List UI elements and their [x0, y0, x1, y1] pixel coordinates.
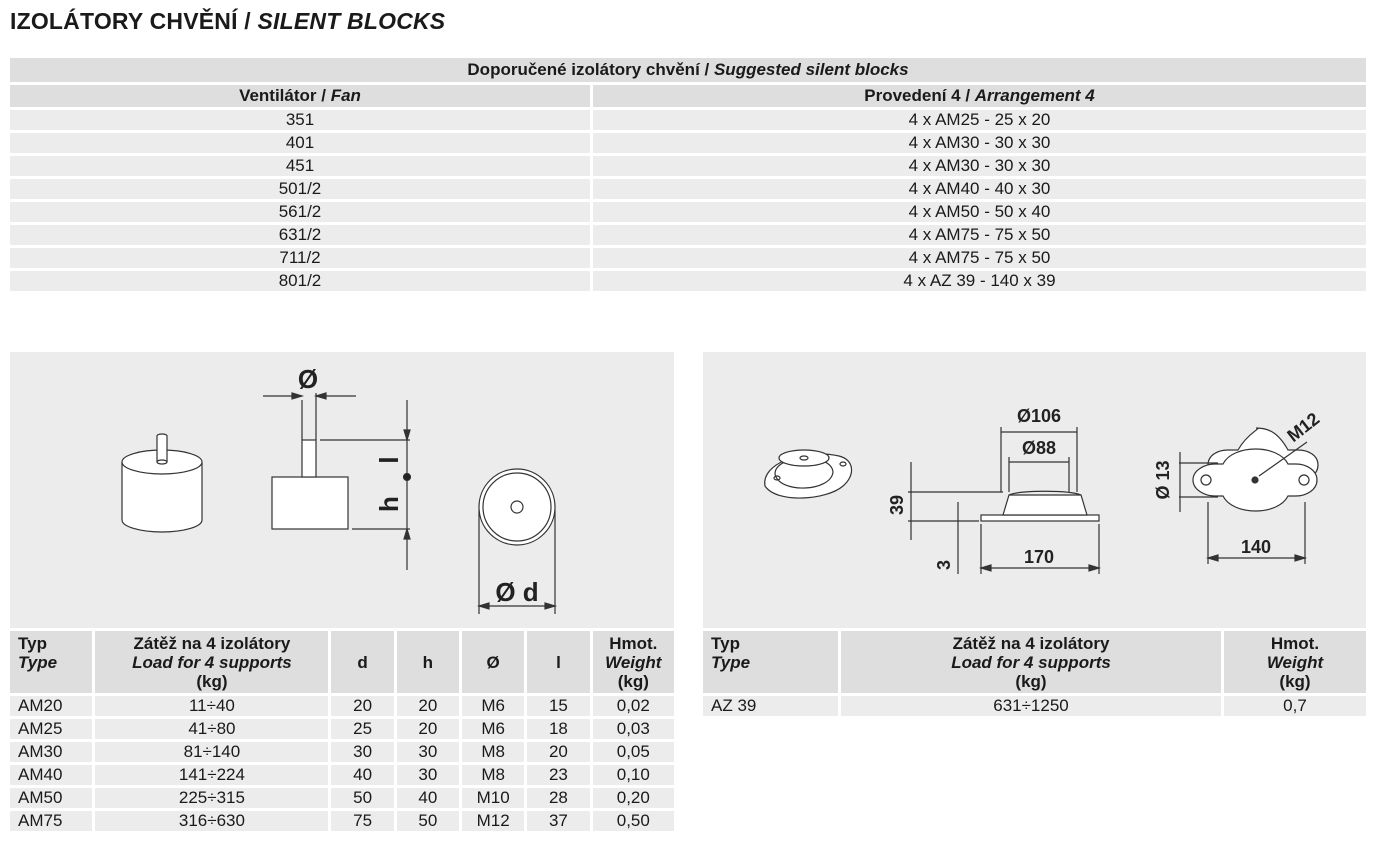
cell-l: 23 — [527, 765, 589, 785]
am-perspective-view — [122, 434, 202, 532]
cell-type: AM75 — [10, 811, 92, 831]
header-load-unit: (kg) — [1015, 671, 1047, 691]
cell-arrangement: 4 x AM75 - 75 x 50 — [593, 248, 1366, 268]
dim-3-label: 3 — [934, 559, 954, 571]
cell-l: 15 — [527, 696, 589, 716]
header-weight-cz: Hmot. — [1270, 633, 1320, 653]
header-type-cz: Typ — [711, 633, 740, 653]
cell-d: 25 — [331, 719, 393, 739]
cell-l: 37 — [527, 811, 589, 831]
header-type — [703, 631, 838, 693]
cell-h: 30 — [397, 765, 459, 785]
table-row — [10, 765, 674, 785]
cell-arrangement: 4 x AM30 - 30 x 30 — [593, 156, 1366, 176]
cell-arrangement: 4 x AM50 - 50 x 40 — [593, 202, 1366, 222]
table-caption-row — [10, 58, 1366, 82]
cell-weight: 0,7 — [1224, 696, 1366, 716]
header-l: l — [527, 631, 589, 693]
dim-140-label: 140 — [1240, 537, 1272, 557]
header-h: h — [397, 631, 459, 693]
dim-h-label: h — [374, 496, 404, 512]
am-drawing-panel — [10, 352, 674, 628]
cell-dia: M6 — [462, 719, 524, 739]
header-fan-en: Fan — [330, 86, 361, 105]
table-row — [10, 811, 674, 831]
az-spec-table — [700, 628, 1369, 719]
cell-weight: 0,05 — [593, 742, 674, 762]
dim-dia-label: Ø — [297, 364, 319, 394]
cell-load: 141÷224 — [95, 765, 328, 785]
cell-load: 225÷315 — [95, 788, 328, 808]
header-type-en: Type — [18, 652, 58, 672]
caption-en: Suggested silent blocks — [713, 60, 909, 79]
cell-dia: M12 — [462, 811, 524, 831]
cell-fan: 401 — [10, 133, 590, 153]
table-row — [10, 696, 674, 716]
table-header-row — [10, 631, 674, 693]
cell-load: 11÷40 — [95, 696, 328, 716]
dim-d88-label: Ø88 — [1021, 438, 1057, 458]
cell-weight: 0,50 — [593, 811, 674, 831]
cell-load: 81÷140 — [95, 742, 328, 762]
cell-type: AM20 — [10, 696, 92, 716]
dim-d106-label: Ø106 — [1016, 406, 1062, 426]
dim-m12-label: M12 — [1283, 408, 1324, 446]
cell-fan: 711/2 — [10, 248, 590, 268]
cell-type: AZ 39 — [703, 696, 838, 716]
cell-dia: M8 — [462, 765, 524, 785]
cell-load: 631÷1250 — [841, 696, 1221, 716]
cell-fan: 451 — [10, 156, 590, 176]
cell-weight: 0,03 — [593, 719, 674, 739]
az-drawing-panel — [703, 352, 1366, 628]
cell-fan: 801/2 — [10, 271, 590, 291]
cell-h: 30 — [397, 742, 459, 762]
table-row — [10, 179, 1366, 199]
az-technical-drawing — [703, 352, 1366, 628]
cell-h: 20 — [397, 696, 459, 716]
header-weight-en: Weight — [605, 652, 662, 672]
cell-type: AM50 — [10, 788, 92, 808]
header-type-en: Type — [711, 652, 751, 672]
header-load-unit: (kg) — [196, 671, 228, 691]
cell-h: 40 — [397, 788, 459, 808]
cell-arrangement: 4 x AM30 - 30 x 30 — [593, 133, 1366, 153]
cell-type: AM30 — [10, 742, 92, 762]
cell-arrangement: 4 x AM40 - 40 x 30 — [593, 179, 1366, 199]
header-weight-en: Weight — [1266, 652, 1324, 672]
table-row — [10, 110, 1366, 130]
table-row — [10, 271, 1366, 291]
header-weight — [1224, 631, 1366, 693]
header-weight-unit: (kg) — [617, 671, 649, 691]
page-title-cz: IZOLÁTORY CHVĚNÍ / — [10, 8, 258, 34]
am-technical-drawing — [10, 352, 674, 628]
cell-fan: 501/2 — [10, 179, 590, 199]
cell-l: 18 — [527, 719, 589, 739]
header-dia: Ø — [462, 631, 524, 693]
header-load-en: Load for 4 supports — [132, 652, 292, 672]
cell-weight: 0,02 — [593, 696, 674, 716]
header-weight — [593, 631, 674, 693]
am-spec-table — [7, 628, 677, 834]
cell-h: 20 — [397, 719, 459, 739]
cell-weight: 0,10 — [593, 765, 674, 785]
header-load — [841, 631, 1221, 693]
cell-fan: 351 — [10, 110, 590, 130]
cell-d: 40 — [331, 765, 393, 785]
header-weight-unit: (kg) — [1279, 671, 1311, 691]
header-arrangement — [593, 85, 1366, 107]
header-type — [10, 631, 92, 693]
cell-arrangement: 4 x AM75 - 75 x 50 — [593, 225, 1366, 245]
page-title-en: SILENT BLOCKS — [257, 8, 446, 34]
dim-d13-label: Ø 13 — [1153, 460, 1173, 500]
header-d: d — [331, 631, 393, 693]
am-side-view — [263, 393, 411, 570]
cell-arrangement: 4 x AM25 - 25 x 20 — [593, 110, 1366, 130]
header-weight-cz: Hmot. — [609, 633, 658, 653]
table-row — [703, 696, 1366, 716]
cell-load: 316÷630 — [95, 811, 328, 831]
cell-weight: 0,20 — [593, 788, 674, 808]
cell-l: 28 — [527, 788, 589, 808]
table-row — [10, 156, 1366, 176]
table-caption — [10, 58, 1366, 82]
cell-d: 20 — [331, 696, 393, 716]
dim-d-label: Ø d — [495, 577, 539, 607]
cell-fan: 561/2 — [10, 202, 590, 222]
header-fan-cz: Ventilátor / — [239, 86, 331, 105]
table-row — [10, 133, 1366, 153]
cell-type: AM25 — [10, 719, 92, 739]
header-load-cz: Zátěž na 4 izolátory — [133, 633, 291, 653]
table-row — [10, 202, 1366, 222]
header-arrangement-en: Arrangement 4 — [974, 86, 1095, 105]
table-row — [10, 248, 1366, 268]
header-load-cz: Zátěž na 4 izolátory — [952, 633, 1110, 653]
table-header-row — [10, 85, 1366, 107]
cell-h: 50 — [397, 811, 459, 831]
cell-d: 30 — [331, 742, 393, 762]
dim-l-label: l — [374, 456, 404, 464]
dim-39-label: 39 — [887, 494, 907, 516]
az-perspective-view — [765, 450, 852, 498]
az-side-view — [908, 427, 1099, 574]
header-load — [95, 631, 328, 693]
table-row — [10, 788, 674, 808]
table-row — [10, 742, 674, 762]
header-arrangement-cz: Provedení 4 / — [864, 86, 975, 105]
cell-arrangement: 4 x AZ 39 - 140 x 39 — [593, 271, 1366, 291]
cell-dia: M8 — [462, 742, 524, 762]
cell-fan: 631/2 — [10, 225, 590, 245]
cell-dia: M10 — [462, 788, 524, 808]
cell-type: AM40 — [10, 765, 92, 785]
table-row — [10, 719, 674, 739]
dim-170-label: 170 — [1023, 547, 1055, 567]
cell-load: 41÷80 — [95, 719, 328, 739]
header-type-cz: Typ — [18, 633, 47, 653]
cell-d: 75 — [331, 811, 393, 831]
table-row — [10, 225, 1366, 245]
header-fan — [10, 85, 590, 107]
suggested-blocks-table — [7, 55, 1369, 294]
header-load-en: Load for 4 supports — [951, 652, 1111, 672]
cell-l: 20 — [527, 742, 589, 762]
cell-d: 50 — [331, 788, 393, 808]
table-header-row — [703, 631, 1366, 693]
caption-cz: Doporučené izolátory chvění / — [467, 60, 714, 79]
page-title — [10, 8, 445, 35]
cell-dia: M6 — [462, 696, 524, 716]
